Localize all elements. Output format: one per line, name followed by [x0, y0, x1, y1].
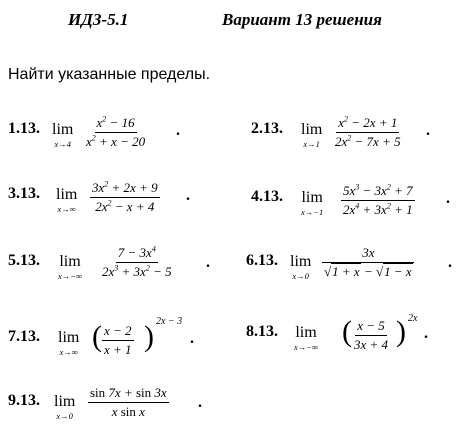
- assignment-title: ИДЗ-5.1: [68, 10, 129, 29]
- limit-expression: $\frac{x - 2}{x + 1}$: [104, 323, 132, 357]
- limit-expression: $\frac{x^2 - 16}{x^2 + x - 20}$: [86, 114, 146, 149]
- task-instruction: Найти указанные пределы.: [8, 66, 211, 83]
- limit-operator: lim x→−1: [301, 189, 324, 217]
- problem-number: 4.13.: [251, 188, 283, 205]
- problem-number: 8.13.: [246, 323, 278, 340]
- problem-number: 5.13.: [8, 252, 40, 269]
- problem-number: 9.13.: [8, 392, 40, 409]
- limit-operator: lim x→−∞: [294, 324, 319, 352]
- problem-number: 7.13.: [8, 328, 40, 345]
- limit-operator: lim x→∞: [58, 329, 80, 357]
- limit-operator: lim x→∞: [56, 186, 78, 214]
- limit-operator: lim x→−∞: [58, 253, 83, 281]
- limit-expression: $\frac{3x}{√1 + x - √1 - x}$: [322, 245, 415, 280]
- exponent: 2x − 3: [156, 316, 183, 327]
- problem-number: 3.13.: [8, 185, 40, 202]
- limit-expression: $\frac{5x^3 - 3x^2 + 7}{2x^4 + 3x^2 + 1}$: [343, 182, 413, 217]
- problem-number: 2.13.: [251, 120, 283, 137]
- limit-operator: lim x→0: [54, 393, 76, 421]
- exponent: 2x: [408, 313, 418, 324]
- limit-expression: $\frac{x - 5}{3x + 4}$: [354, 318, 389, 352]
- limit-expression: $\frac{x^2 - 2x + 1}{2x^2 - 7x + 5}$: [335, 114, 401, 149]
- problem-number: 6.13.: [246, 252, 278, 269]
- limit-expression: $\frac{\sin 7x + \sin 3x}{\text{x sin x}}$: [90, 385, 167, 419]
- limit-expression: $\frac{7 - 3x^4}{2x^3 + 3x^2 - 5}$: [102, 244, 172, 279]
- limit-operator: lim x→0: [290, 253, 312, 281]
- problem-number: 1.13.: [8, 120, 40, 137]
- limit-expression: $\frac{3x^2 + 2x + 9}{2x^2 - x + 4}$: [92, 179, 158, 214]
- limit-operator: lim x→1: [301, 121, 323, 149]
- limit-operator: lim x→4: [52, 121, 74, 149]
- variant-title: Вариант 13 решения: [222, 10, 382, 29]
